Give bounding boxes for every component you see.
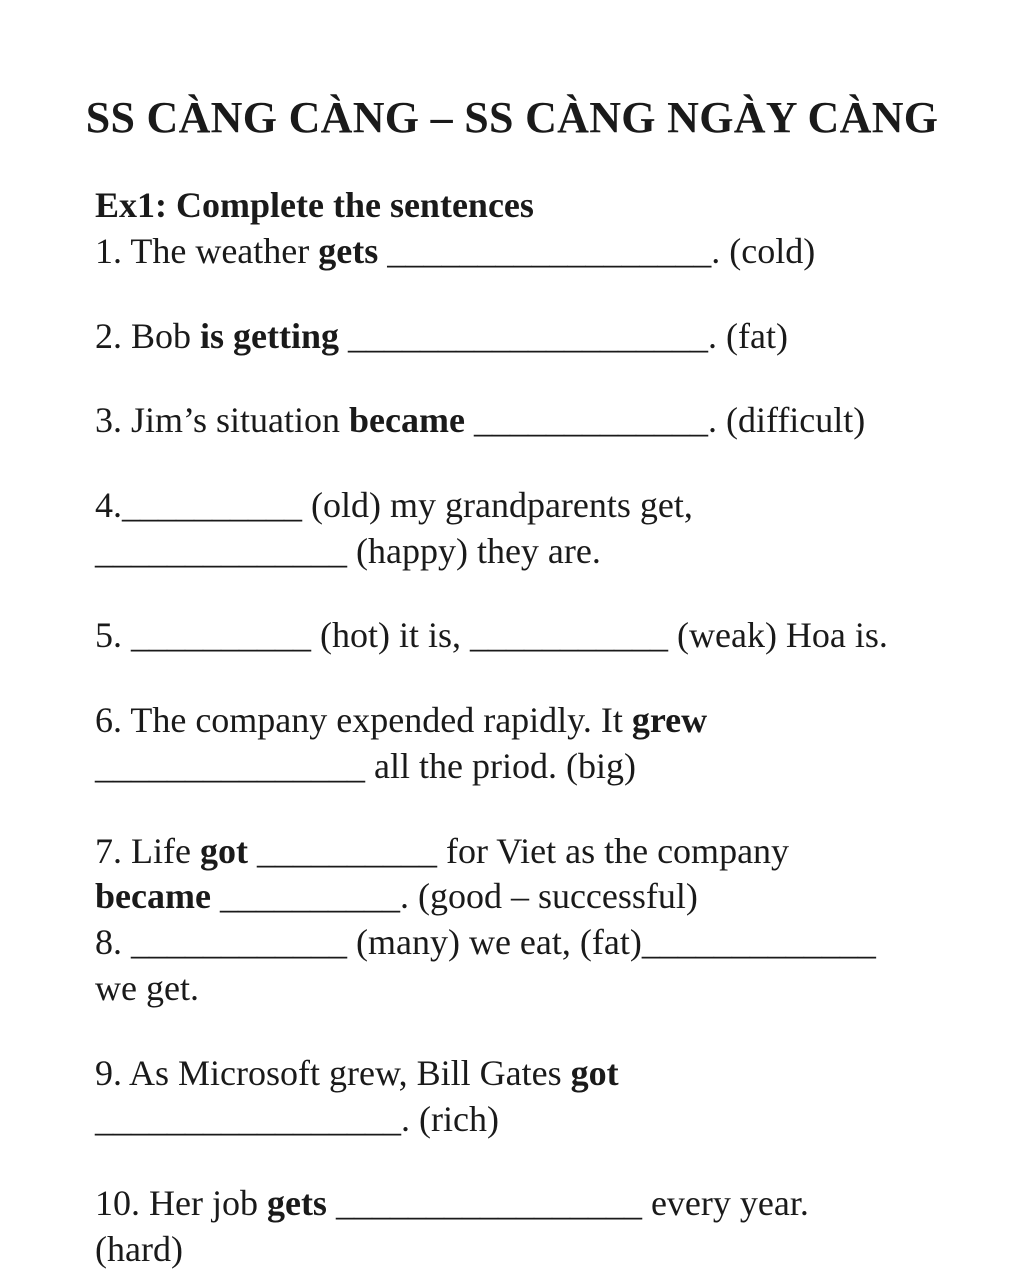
question-2-rest: ____________________. (fat) <box>339 316 788 356</box>
question-2-prefix: 2. Bob <box>95 316 201 356</box>
question-7-line-1 <box>95 828 789 874</box>
question-2 <box>95 313 788 359</box>
question-6-line-2: _______________ all the priod. (big) <box>95 746 636 786</box>
question-10-prefix: 10. Her job <box>95 1183 267 1223</box>
question-7-keyword: got <box>199 831 248 871</box>
question-4-line-1: 4.__________ (old) my grandparents get, <box>95 485 693 525</box>
question-3-keyword: became <box>349 400 465 440</box>
question-8-line-2: we get. <box>95 968 199 1008</box>
exercise-heading: Ex1: Complete the sentences <box>95 185 534 225</box>
question-10-keyword: gets <box>266 1183 327 1223</box>
question-7-rest: __________ for Viet as the company <box>247 831 790 871</box>
question-9-prefix: 9. As Microsoft grew, Bill Gates <box>95 1053 571 1093</box>
question-5: 5. __________ (hot) it is, ___________ (weak) Hoa is. <box>95 615 888 655</box>
question-10-rest: _________________ every year. <box>326 1183 809 1223</box>
question-1-prefix: 1. The weather <box>95 231 319 271</box>
question-1-rest: __________________. (cold) <box>378 231 816 271</box>
question-9-keyword: got <box>570 1053 619 1093</box>
question-10-line-1 <box>95 1180 809 1226</box>
question-9-line-2: _________________. (rich) <box>95 1099 499 1139</box>
question-8-line-1: 8. ____________ (many) we eat, (fat)_____________ <box>95 922 876 962</box>
question-2-keyword: is getting <box>200 316 340 356</box>
question-10-line-2: (hard) <box>95 1229 183 1269</box>
question-7-line-2 <box>95 873 698 919</box>
question-7-keyword-2: became <box>95 876 211 916</box>
page-title: SS CÀNG CÀNG – SS CÀNG NGÀY CÀNG <box>85 93 939 142</box>
question-6-prefix: 6. The company expended rapidly. It <box>95 700 632 740</box>
question-7-prefix: 7. Life <box>95 831 200 871</box>
question-3-rest: _____________. (difficult) <box>464 400 866 440</box>
question-3-prefix: 3. Jim’s situation <box>95 400 350 440</box>
question-3 <box>95 397 865 443</box>
question-6-line-1 <box>95 697 707 743</box>
question-7-rest-2: __________. (good – successful) <box>210 876 698 916</box>
question-4-line-2: ______________ (happy) they are. <box>95 531 601 571</box>
question-1 <box>95 228 815 274</box>
question-1-keyword: gets <box>318 231 379 271</box>
question-9-line-1 <box>95 1050 619 1096</box>
question-6-keyword: grew <box>631 700 708 740</box>
